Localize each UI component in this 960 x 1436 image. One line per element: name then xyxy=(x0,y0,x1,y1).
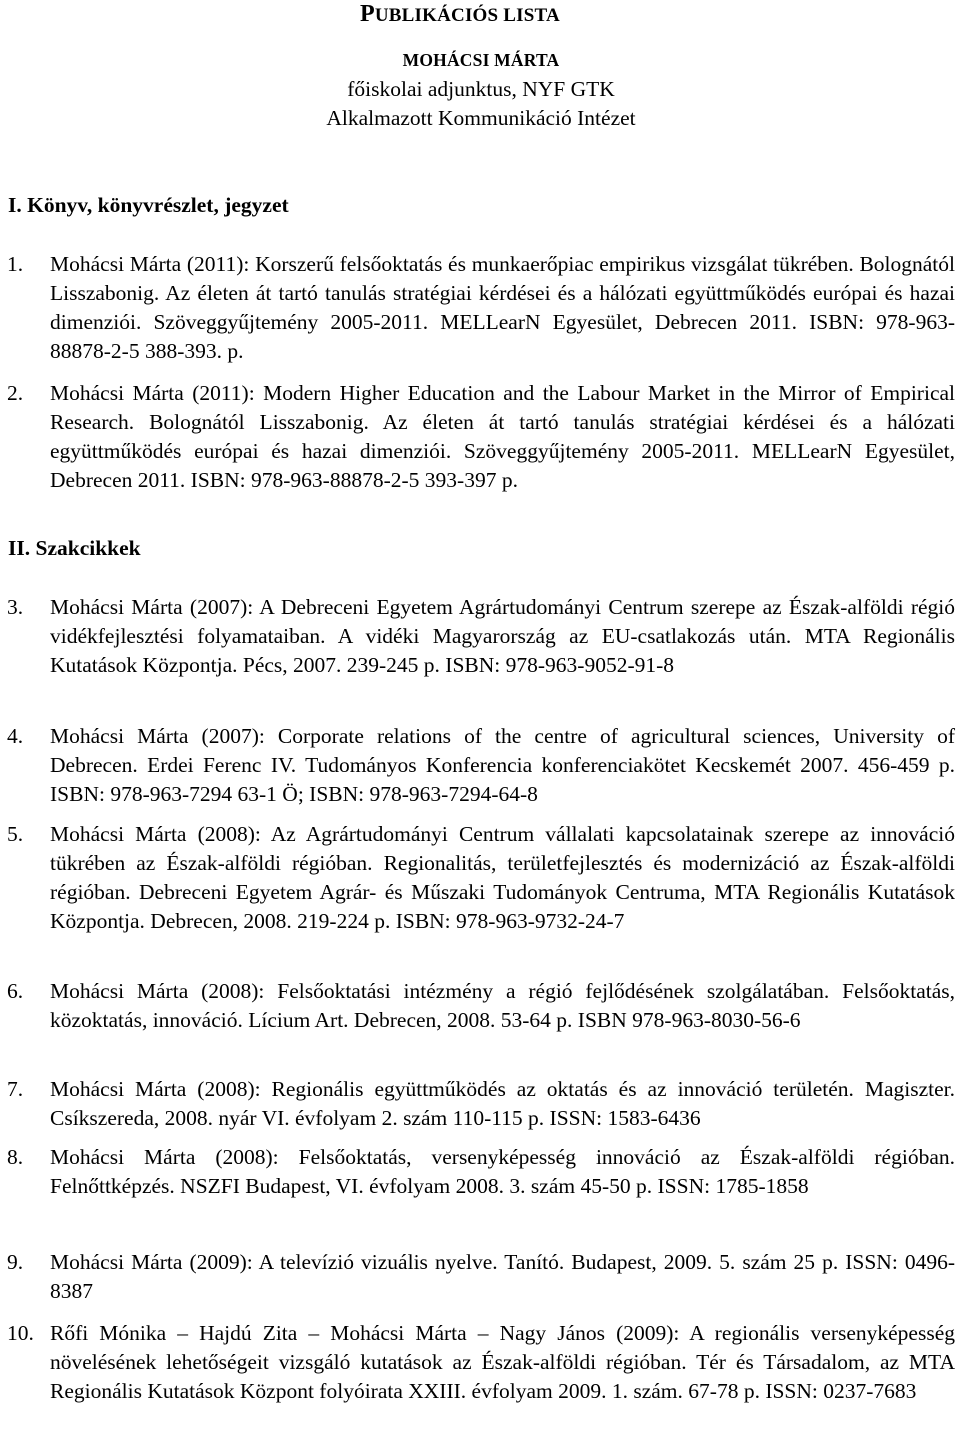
entry-number: 7. xyxy=(7,1077,24,1101)
document-title-initial: P xyxy=(360,1,375,27)
publication-entry xyxy=(7,250,955,366)
section-heading-books: I. Könyv, könyvrészlet, jegyzet xyxy=(8,193,289,217)
publication-entry xyxy=(7,1319,955,1406)
author-position: főiskolai adjunktus, NYF GTK xyxy=(347,77,615,101)
entry-number: 3. xyxy=(7,595,24,619)
entry-number: 2. xyxy=(7,381,24,405)
entry-text: Mohácsi Márta (2007): Corporate relations of the centre of agricultural sciences, University of Debrecen. Erdei Ferenc IV. Tudományos Konferencia konferenciakötet Kecskemét 2007. 456-459 p. ISBN: 978-963-7294 63-1 Ö; ISBN: 978-963-7294-64-8 xyxy=(50,724,955,806)
author-name: MOHÁCSI MÁRTA xyxy=(402,50,560,70)
entry-text: Mohácsi Márta (2008): Felsőoktatás, versenyképesség innováció az Észak-alföldi régióban. Felnőttképzés. NSZFI Budapest, VI. évfolyam 2008. 3. szám 45-50 p. ISSN: 1785-1858 xyxy=(50,1145,955,1198)
author-block xyxy=(7,46,955,133)
entry-text: Mohácsi Márta (2011): Modern Higher Education and the Labour Market in the Mirror of Empirical Research. Bolognától Lisszabonig. Az életen át tartó tanulás stratégiai kérdései és a hálózati együttműködés európai és hazai dimenziói. Szöveggyűjtemény 2005-2011. MELLearN Egyesület, Debrecen 2011. ISBN: 978-963-88878-2-5 393-397 p. xyxy=(50,381,955,492)
publication-entry xyxy=(7,977,955,1035)
publication-entry xyxy=(7,379,955,495)
section-heading-articles: II. Szakcikkek xyxy=(8,536,141,560)
entry-text: Mohácsi Márta (2008): Felsőoktatási intézmény a régió fejlődésének szolgálatában. Felsőoktatás, közoktatás, innováció. Lícium Art. Debrecen, 2008. 53-64 p. ISBN 978-963-8030-56-6 xyxy=(50,979,955,1032)
publication-entry xyxy=(7,1075,955,1133)
author-institute: Alkalmazott Kommunikáció Intézet xyxy=(326,106,636,130)
entry-text: Mohácsi Márta (2008): Regionális együttműködés az oktatás és az innováció területén. Magiszter. Csíkszereda, 2008. nyár VI. évfolyam 2. szám 110-115 p. ISSN: 1583-6436 xyxy=(50,1077,955,1130)
entry-text: Mohácsi Márta (2007): A Debreceni Egyetem Agrártudományi Centrum szerepe az Észak-alföldi régió vidékfejlesztési folyamataiban. A vidéki Magyarország az EU-csatlakozás után. MTA Regionális Kutatások Központja. Pécs, 2007. 239-245 p. ISBN: 978-963-9052-91-8 xyxy=(50,595,955,677)
publication-entry xyxy=(7,820,955,936)
publication-entry xyxy=(7,1143,955,1201)
document-title-rest: UBLIKÁCIÓS LISTA xyxy=(374,5,560,26)
entry-text: Mohácsi Márta (2009): A televízió vizuális nyelve. Tanító. Budapest, 2009. 5. szám 25 p. ISSN: 0496-8387 xyxy=(50,1250,955,1303)
entry-text: Mohácsi Márta (2008): Az Agrártudományi Centrum vállalati kapcsolatainak szerepe az innováció tükrében az Észak-alföldi régióban. Regionalitás, területfejlesztés és modernizáció az Észak-alföldi régióban. Debreceni Egyetem Agrár- és Műszaki Tudományok Centruma, MTA Regionális Kutatások Központja. Debrecen, 2008. 219-224 p. ISBN: 978-963-9732-24-7 xyxy=(50,822,955,933)
entry-text: Rőfi Mónika – Hajdú Zita – Mohácsi Márta – Nagy János (2009): A regionális versenyképesség növelésének lehetőségeit vizsgáló kutatások az Észak-alföldi régióban. Tér és Társadalom, az MTA Regionális Kutatások Központ folyóirata XXIII. évfolyam 2009. 1. szám. 67-78 p. ISSN: 0237-7683 xyxy=(50,1321,955,1403)
publication-entry xyxy=(7,1248,955,1306)
document-title xyxy=(360,1,560,28)
entry-number: 9. xyxy=(7,1250,24,1274)
entry-number: 1. xyxy=(7,252,24,276)
entry-number: 6. xyxy=(7,979,24,1003)
publication-entry xyxy=(7,593,955,680)
entry-text: Mohácsi Márta (2011): Korszerű felsőoktatás és munkaerőpiac empirikus vizsgálat tükrében. Bolognától Lisszabonig. Az életen át tartó tanulás stratégiai kérdései és a hálózati együttműködés európai és hazai dimenziói. Szöveggyűjtemény 2005-2011. MELLearN Egyesület, Debrecen 2011. ISBN: 978-963-88878-2-5 388-393. p. xyxy=(50,252,955,363)
entry-number: 4. xyxy=(7,724,24,748)
entry-number: 10. xyxy=(7,1321,34,1345)
publication-entry xyxy=(7,722,955,809)
entry-number: 5. xyxy=(7,822,24,846)
entry-number: 8. xyxy=(7,1145,24,1169)
